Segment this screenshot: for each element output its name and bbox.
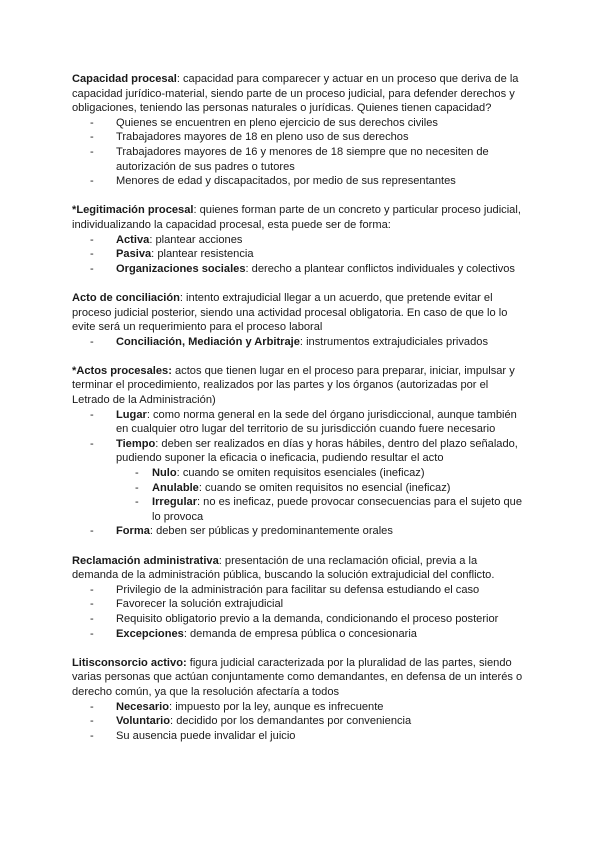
sub-list-item [152, 466, 524, 481]
list-item [116, 408, 524, 437]
item-term: Organizaciones sociales [116, 262, 246, 275]
definition-text: actos que tienen lugar en el proceso para preparar, iniciar, impulsar y terminar el procedimiento, realizados por las partes y los órganos (autorizadas por el Letrado de la Administración) [72, 364, 515, 407]
item-text: : decidido por los demandantes por conveniencia [170, 715, 412, 728]
paragraph [72, 291, 524, 335]
item-text: : derecho a plantear conflictos individuales y colectivos [245, 262, 515, 275]
bullet-list [72, 408, 524, 539]
paragraph [72, 656, 524, 700]
term-heading: Litisconsorcio activo: [72, 656, 187, 669]
list-item [116, 116, 524, 131]
item-term: Conciliación, Mediación y Arbitraje [116, 335, 300, 348]
list-item [116, 437, 524, 525]
list-item [116, 247, 524, 262]
document-page [72, 72, 524, 758]
list-item [116, 145, 524, 174]
bullet-list [72, 335, 524, 350]
list-item [116, 130, 524, 145]
sub-list-item [152, 481, 524, 496]
sub-list-item [152, 495, 524, 524]
item-term: Anulable [152, 481, 199, 494]
item-text: Menores de edad y discapacitados, por medio de sus representantes [116, 175, 456, 188]
paragraph [72, 364, 524, 408]
item-term: Tiempo [116, 437, 156, 450]
item-text: Quienes se encuentren en pleno ejercicio de sus derechos civiles [116, 116, 438, 129]
item-term: Necesario [116, 700, 170, 713]
bullet-list [72, 116, 524, 189]
item-text: : demanda de empresa pública o concesionaria [183, 627, 417, 640]
bullet-list [72, 700, 524, 744]
list-item [116, 714, 524, 729]
term-heading: Reclamación administrativa [72, 554, 219, 567]
term-heading: Acto de conciliación [72, 291, 180, 304]
item-text: : cuando se omiten requisitos esenciales (ineficaz) [176, 467, 425, 480]
item-term: Voluntario [116, 715, 171, 728]
list-item [116, 335, 524, 350]
item-text: Privilegio de la administración para facilitar su defensa estudiando el caso [116, 583, 480, 596]
list-item [116, 262, 524, 277]
list-item [116, 612, 524, 627]
bullet-list [72, 233, 524, 277]
item-term: Forma [116, 525, 150, 538]
item-text: : cuando se omiten requisitos no esencial (ineficaz) [198, 481, 451, 494]
definition-text: : presentación de una reclamación oficial, previa a la demanda de la administración pública, buscando la solución extrajudicial del conflicto. [72, 554, 495, 582]
item-term: Nulo [152, 467, 177, 480]
item-text: Trabajadores mayores de 16 y menores de 18 siempre que no necesiten de autorización de sus padres o tutores [116, 145, 489, 173]
list-item [116, 700, 524, 715]
section-reclamacion-administrativa [72, 554, 524, 642]
paragraph [72, 72, 524, 116]
term-heading: Capacidad procesal [72, 73, 177, 85]
item-text: Trabajadores mayores de 18 en pleno uso de sus derechos [116, 131, 409, 144]
section-legitimacion-procesal [72, 203, 524, 276]
paragraph [72, 203, 524, 232]
item-term: Irregular [152, 496, 198, 509]
item-term: Lugar [116, 408, 147, 421]
definition-text: : quienes forman parte de un concreto y particular proceso judicial, individualizando la capacidad procesal, esta puede ser de forma: [72, 204, 521, 231]
item-text: Favorecer la solución extrajudicial [116, 598, 284, 611]
list-item [116, 524, 524, 539]
item-text: Su ausencia puede invalidar el juicio [116, 729, 296, 742]
item-term: Pasiva [116, 248, 152, 261]
term-heading: *Actos procesales: [72, 364, 172, 377]
section-actos-procesales [72, 364, 524, 539]
list-item [116, 233, 524, 248]
item-text: : instrumentos extrajudiciales privados [299, 335, 488, 348]
list-item [116, 627, 524, 642]
section-litisconsorcio-activo [72, 656, 524, 744]
list-item [116, 729, 524, 744]
list-item [116, 583, 524, 598]
section-acto-de-conciliacion [72, 291, 524, 349]
definition-text: figura judicial caracterizada por la pluralidad de las partes, siendo varias personas que actúan conjuntamente como demandantes, en defensa de un interés o derecho común, ya que la resolución afectaría a todos [72, 656, 523, 698]
section-capacidad-procesal [72, 72, 524, 189]
paragraph [72, 554, 524, 583]
term-heading: *Legitimación procesal [72, 204, 194, 217]
item-term: Excepciones [116, 627, 184, 640]
item-text: : deben ser públicas y predominantemente orales [149, 525, 393, 538]
item-text: : impuesto por la ley, aunque es infrecuente [169, 700, 384, 713]
bullet-list [72, 583, 524, 641]
item-text: : como norma general en la sede del órgano jurisdiccional, aunque también en cualquier otro lugar del territorio de su jurisdicción cuando fuere necesario [116, 408, 517, 436]
item-term: Activa [116, 233, 150, 246]
item-text: : deben ser realizados en días y horas hábiles, dentro del plazo señalado, pudiendo suponer la eficacia o ineficacia, pudiendo resultar el acto [116, 437, 518, 465]
list-item [116, 597, 524, 612]
definition-text: : capacidad para comparecer y actuar en un proceso que deriva de la capacidad jurídico-material, siendo parte de un proceso judicial, para defender derechos y obligaciones, teniendo las personas naturales o jurídicas. Quienes tienen capacidad? [72, 73, 519, 115]
list-item [116, 174, 524, 189]
definition-text: : intento extrajudicial llegar a un acuerdo, que pretende evitar el proceso judicial posterior, siendo una actividad procesal obligatoria. En caso de que lo lo evite será un requerimiento para el proceso laboral [72, 291, 508, 334]
item-text: : plantear acciones [149, 233, 243, 246]
sub-bullet-list [116, 466, 524, 524]
item-text: : no es ineficaz, puede provocar consecuencias para el sujeto que lo provoca [152, 496, 523, 523]
item-text: Requisito obligatorio previo a la demanda, condicionando el proceso posterior [116, 612, 499, 625]
item-text: : plantear resistencia [151, 248, 254, 261]
